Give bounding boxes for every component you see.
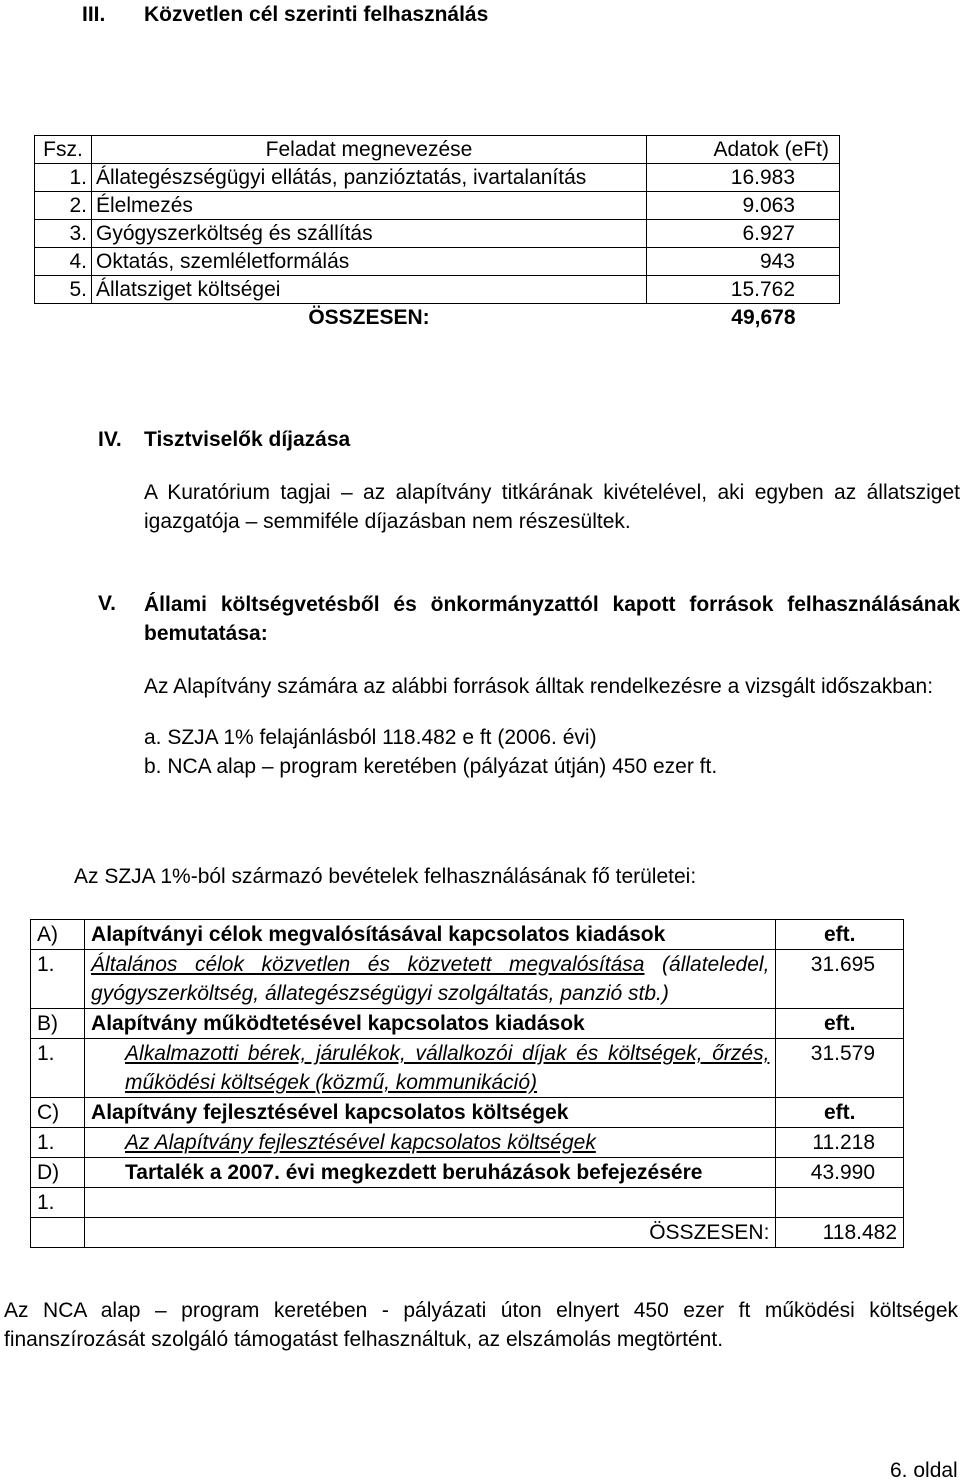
row-task: Állatsziget költségei [92,276,647,304]
item-value: 31.695 [776,950,904,1009]
item-value: 43.990 [776,1158,904,1188]
section-5-text: Az Alapítvány számára az alábbi források álltak rendelkezésre a vizsgált időszakban: [144,675,934,698]
row-amount: 16.983 [647,164,840,192]
section-4-number: IV. [98,428,122,451]
table-total-row [31,1218,904,1248]
section-4 [98,426,960,536]
item-number: 1. [31,1039,85,1098]
table-row [31,1158,904,1188]
footer-paragraph: Az NCA alap – program keretében - pályázati úton elnyert 450 ezer ft működési költségek finanszírozását szolgáló támogatást felhasználtuk, az elszámolás megtörtént. [4,1299,958,1351]
table-row [31,1098,904,1128]
item-text [85,950,776,1009]
section-5-title: Állami költségvetésből és önkormányzattól kapott források felhasználásának bemutatása: [144,593,960,645]
category-label: B) [31,1009,85,1039]
section-5-heading [98,590,960,648]
row-number: 3. [35,220,92,248]
total-label: ÖSSZESEN: [85,1218,776,1248]
page-number: 6. oldal [890,1459,958,1482]
total-value: 49,678 [731,306,796,329]
usage-subtitle: Az SZJA 1%-ból származó bevételek felhasználásának fő területei: [74,865,697,888]
table-row [31,1009,904,1039]
category-label: C) [31,1098,85,1128]
row-amount: 943 [647,248,840,276]
section-3-number: III. [82,3,106,26]
table-row [35,192,840,220]
header-task-name: Feladat megnevezése [92,136,647,164]
header-amount: Adatok (eFt) [647,136,840,164]
row-task: Gyógyszerköltség és szállítás [92,220,647,248]
table-row [31,1039,904,1098]
funding-item: b. NCA alap – program keretében (pályázat útján) 450 ezer ft. [144,755,718,778]
row-task: Élelmezés [92,192,647,220]
table-row [35,248,840,276]
section-3-title: Közvetlen cél szerinti felhasználás [144,3,489,26]
header-fsz: Fsz. [35,136,92,164]
row-number: 5. [35,276,92,304]
section-4-title: Tisztviselők díjazása [144,428,351,451]
table-row [35,276,840,304]
category-unit: eft. [776,1009,904,1039]
row-task: Oktatás, szemléletformálás [92,248,647,276]
category-label: A) [31,920,85,950]
table-row [31,1128,904,1158]
table-total-row [35,304,840,332]
table-header-row [35,136,840,164]
row-amount: 15.762 [647,276,840,304]
category-title: Alapítványi célok megvalósításával kapcsolatos kiadások [85,920,776,950]
item-number: 1. [31,1188,85,1218]
item-number: 1. [31,1128,85,1158]
table-row [31,1188,904,1218]
item-value: 11.218 [776,1128,904,1158]
funding-item: a. SZJA 1% felajánlásból 118.482 e ft (2006. évi) [144,726,597,749]
section-5 [98,590,960,781]
category-label: D) [31,1158,85,1188]
table-row [31,920,904,950]
usage-table [30,919,904,1248]
category-unit: eft. [776,1098,904,1128]
row-amount: 9.063 [647,192,840,220]
item-number: 1. [31,950,85,1009]
category-title: Tartalék a 2007. évi megkezdett beruházások befejezésére [85,1158,776,1188]
table-row [35,220,840,248]
row-task: Állategészségügyi ellátás, panzióztatás, ivartalanítás [92,164,647,192]
category-unit: eft. [776,920,904,950]
item-text-rest: (állateledel, gyógyszerköltség, állategészségügyi szolgáltatás, panzió stb.) [91,953,770,1005]
row-number: 4. [35,248,92,276]
table-row [35,164,840,192]
item-value: 31.579 [776,1039,904,1098]
category-title: Alapítvány fejlesztésével kapcsolatos költségek [85,1098,776,1128]
total-label: ÖSSZESEN: [308,306,430,329]
row-number: 2. [35,192,92,220]
item-text: Az Alapítvány fejlesztésével kapcsolatos költségek [85,1128,776,1158]
total-value: 118.482 [776,1218,904,1248]
row-amount: 6.927 [647,220,840,248]
row-number: 1. [35,164,92,192]
expenses-table [34,135,840,331]
category-title: Alapítvány működtetésével kapcsolatos kiadások [85,1009,776,1039]
section-4-text: A Kuratórium tagjai – az alapítvány titkárának kivételével, aki egyben az állatsziget igazgatója – semmiféle díjazásban nem részesültek. [144,481,960,533]
item-text-main: Általános célok közvetlen és közvetett megvalósítása [91,953,645,976]
item-text: Alkalmazotti bérek, járulékok, vállalkozói díjak és költségek, őrzés, működési költségek (közmű, kommunikáció) [85,1039,776,1098]
section-4-heading [98,426,960,454]
table-row [31,950,904,1009]
section-5-number: V. [98,592,116,615]
